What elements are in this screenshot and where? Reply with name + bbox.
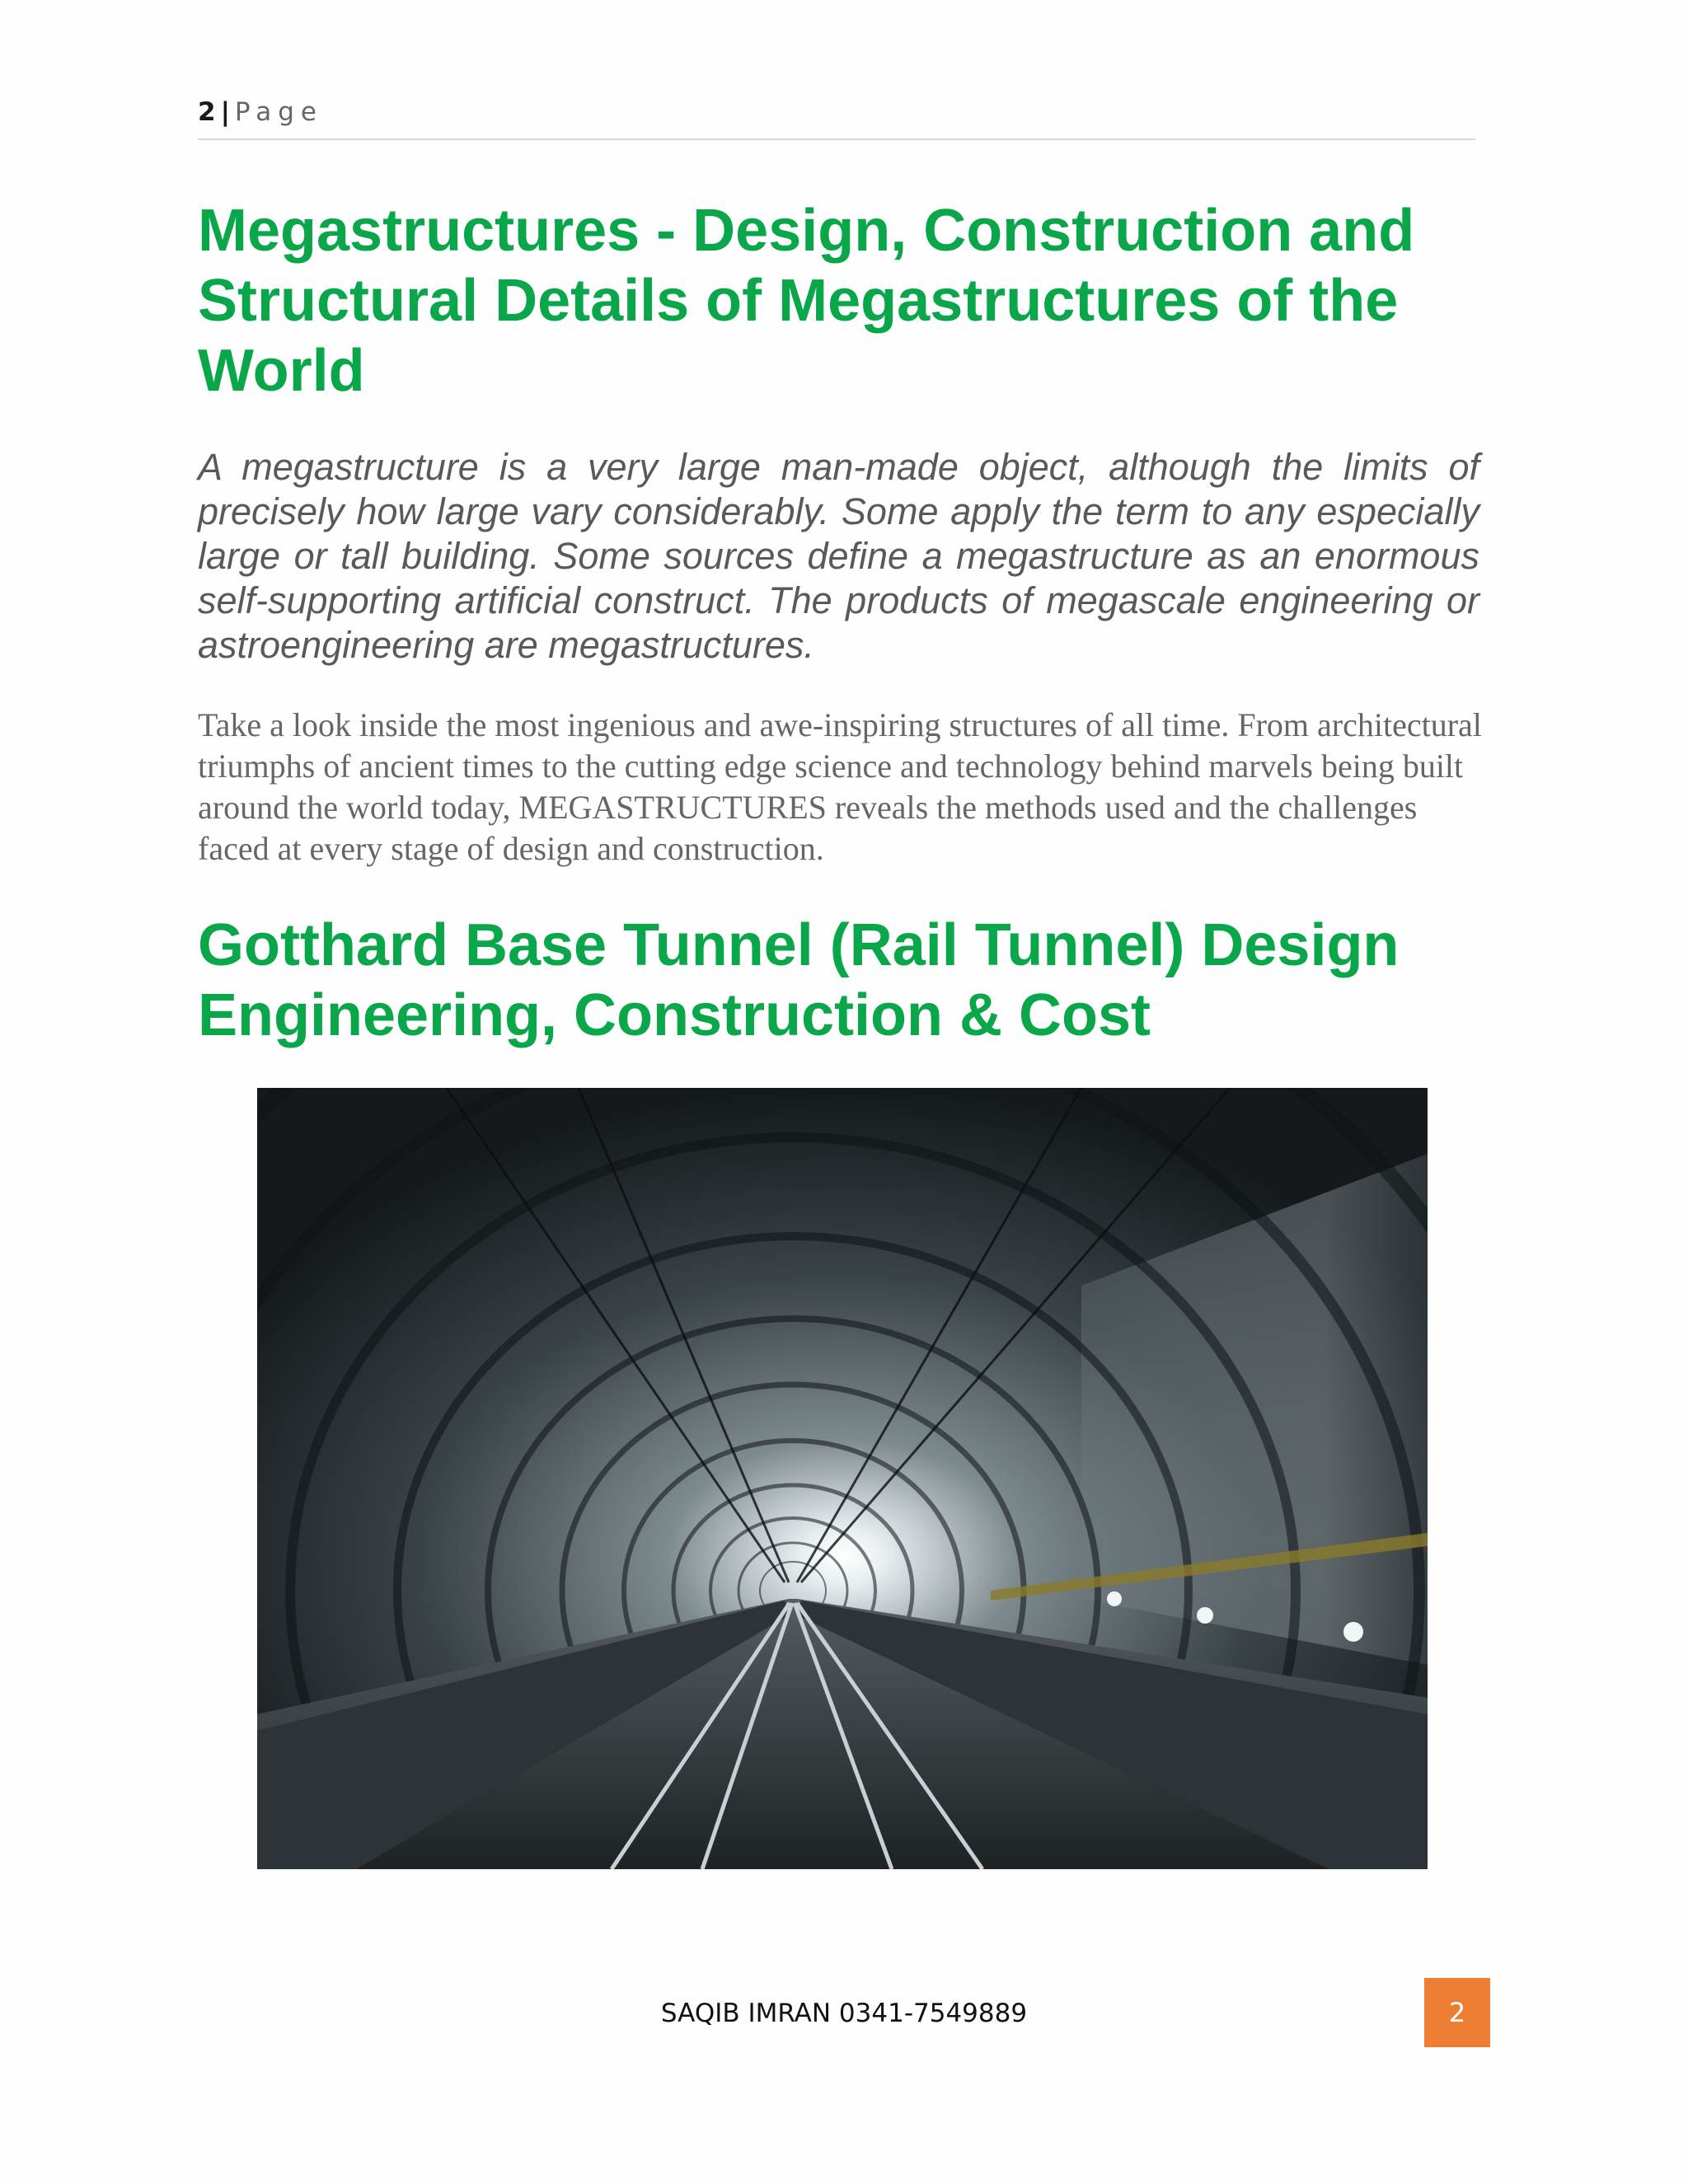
footer-page-number-box: 2 (1424, 1978, 1490, 2047)
header-page-number: 2 (198, 97, 216, 127)
body-paragraph: Take a look inside the most ingenious and awe-inspiring structures of all time. From architectural triumphs of ancient times to the cutting edge science and technology behind marvels being built around the world today, MEGASTRUCTURES reveals the methods used and the challenges faced at every stage of design and construction. (198, 706, 1482, 867)
intro-paragraph: A megastructure is a very large man-made object, although the limits of precisely how large vary considerably. Some apply the term to any especially large or tall building. Some sources define a megastructure as an enormous self-supporting artificial construct. The products of megascale engineering or astroengineering are megastructures. (198, 446, 1479, 666)
footer-author: SAQIB IMRAN 0341-7549889 (660, 1999, 1028, 2028)
document-title: Megastructures - Design, Construction and Structural Details of Megastructures of the World (198, 198, 1415, 404)
page-header (198, 97, 1475, 140)
tunnel-photo (257, 1088, 1428, 1869)
header-page-word: Page (234, 97, 323, 127)
section-title: Gotthard Base Tunnel (Rail Tunnel) Design Engineering, Construction & Cost (198, 912, 1400, 1048)
header-separator: | (220, 97, 230, 127)
tunnel-illustration (257, 1088, 1428, 1869)
